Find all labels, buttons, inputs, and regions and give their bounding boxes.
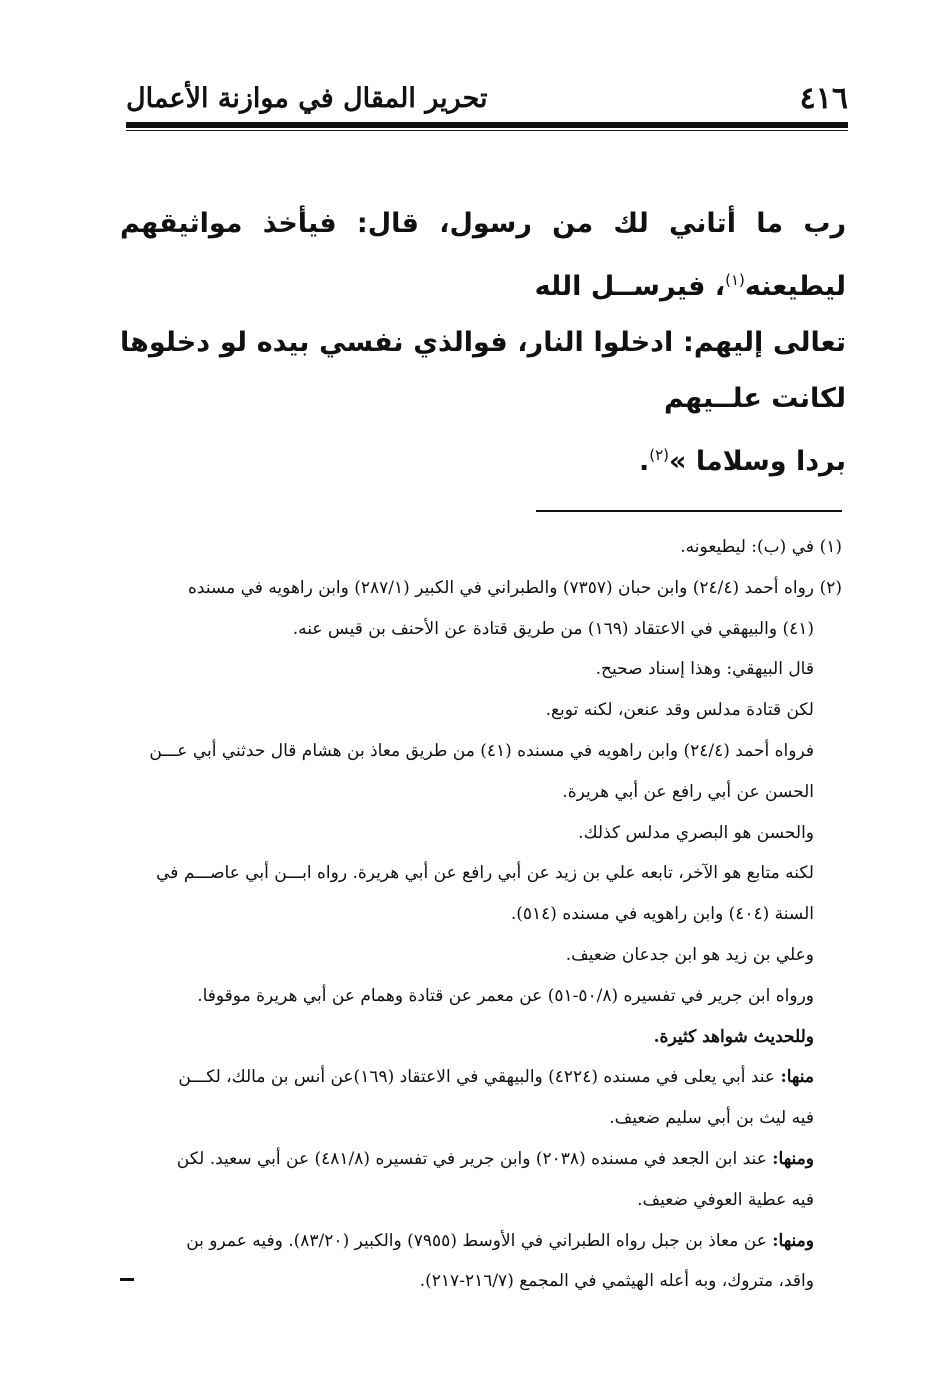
footnote-separator: [536, 510, 842, 512]
footnote-line: فيه ليث بن أبي سليم ضعيف.: [609, 1108, 814, 1129]
footnote-line: لكن قتادة مدلس وقد عنعن، لكنه توبع.: [545, 700, 814, 721]
footnote-line: ومنها: عن معاذ بن جبل رواه الطبراني في الأوسط (٧٩٥٥) والكبير (٨٣/٢٠). وفيه عمرو بن: [186, 1230, 814, 1251]
footnote-line: والحسن هو البصري مدلس كذلك.: [578, 822, 814, 843]
header-rule-thick: [126, 122, 848, 128]
footnote-line: منها: عند أبي يعلى في مسنده (٤٢٢٤) والبيهقي في الاعتقاد (١٦٩)عن أنس بن مالك، لكـــن: [178, 1067, 814, 1088]
main-line-1: رب ما أتاني لك من رسول، قال: فيأخذ مواثيقهم ليطيعنه$^{(١)}$، فيرســل الله: [120, 208, 846, 302]
footnote-ref-2[interactable]: (٢): [649, 446, 670, 464]
footnotes: [120, 527, 842, 1302]
footnote-line: قال البيهقي: وهذا إسناد صحيح.: [595, 659, 814, 680]
main-text: [120, 196, 846, 490]
header-rule-thin: [126, 130, 848, 131]
footnote-line: واقد، متروك، وبه أعله الهيثمي في المجمع (٢١٦/٧-٢١٧).: [419, 1271, 814, 1292]
main-line-3: بردا وسلاما »$^{(٢)}$.: [638, 446, 846, 477]
footnote-1: (١)في (ب): ليطيعونه.: [120, 527, 842, 568]
footnote-2: (٢)رواه أحمد (٢٤/٤) وابن حبان (٧٣٥٧) والطبراني في الكبير (٢٨٧/١) وابن راهويه في مسنده: [120, 568, 842, 609]
footnote-line: ورواه ابن جرير في تفسيره (٥٠/٨-٥١) عن معمر عن قتادة وهمام عن أبي هريرة موقوفا.: [197, 985, 814, 1006]
footnote-2-number: (٢): [819, 577, 842, 598]
continuation-dash: [120, 1278, 134, 1281]
footnote-line: السنة (٤٠٤) وابن راهويه في مسنده (٥١٤).: [510, 904, 814, 925]
page-header: [126, 76, 848, 120]
page-number: ٤١٦: [799, 80, 848, 116]
footnote-line: وعلي بن زيد هو ابن جدعان ضعيف.: [565, 944, 814, 965]
footnote-line: فيه عطية العوفي ضعيف.: [637, 1189, 814, 1210]
footnote-line: لكنه متابع هو الآخر، تابعه علي بن زيد عن أبي رافع عن أبي هريرة. رواه ابـــن أبي عاصـــم في: [156, 863, 814, 884]
footnote-line: فرواه أحمد (٢٤/٤) وابن راهويه في مسنده (٤١) من طريق معاذ بن هشام قال حدثني أبي عـــن: [149, 740, 814, 761]
main-line-2: تعالى إليهم: ادخلوا النار، فوالذي نفسي بيده لو دخلوها لكانت علــيهم: [120, 327, 846, 414]
footnote-ref-1[interactable]: (١): [725, 271, 745, 289]
footnote-line: ومنها: عند ابن الجعد في مسنده (٢٠٣٨) وابن جرير في تفسيره (٤٨١/٨) عن أبي سعيد. لكن: [176, 1148, 814, 1169]
footnote-line: الحسن عن أبي رافع عن أبي هريرة.: [562, 781, 814, 802]
footnote-heading: وللحديث شواهد كثيرة.: [653, 1026, 814, 1047]
footnote-line: (٤١) والبيهقي في الاعتقاد (١٦٩) من طريق قتادة عن الأحنف بن قيس عنه.: [292, 618, 814, 639]
running-title: تحرير المقال في موازنة الأعمال: [126, 82, 488, 114]
footnote-1-number: (١): [819, 537, 842, 557]
